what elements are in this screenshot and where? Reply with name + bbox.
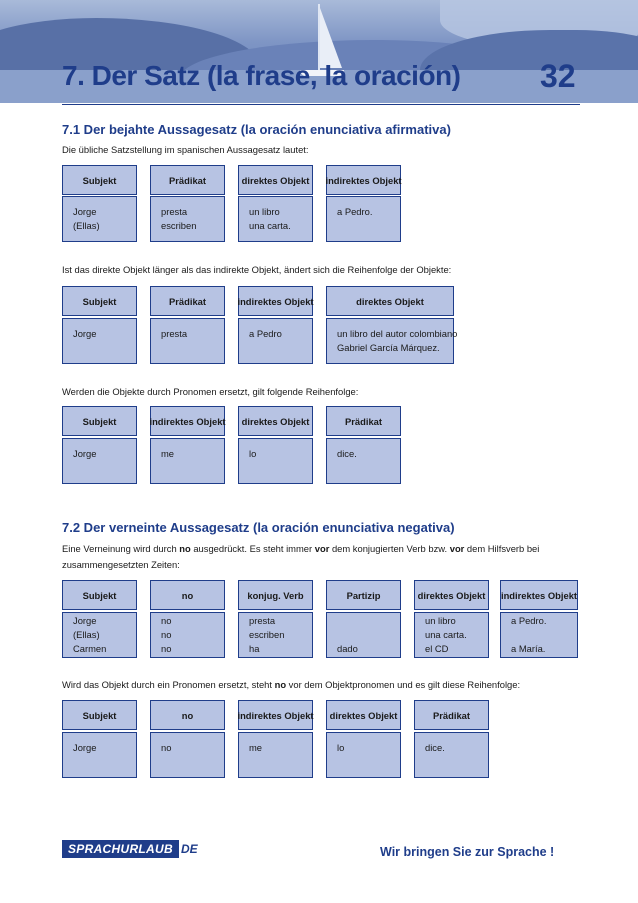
logo-main-text: SPRACHURLAUB [62, 840, 179, 858]
page-number: 32 [540, 58, 576, 94]
section-title-7-1: 7.1 Der bejahte Aussagesatz (la oración enunciativa afirmativa) [62, 122, 451, 137]
table-cell: no no no [150, 612, 225, 658]
sailboat-sail [320, 8, 342, 68]
section1-intro: Die übliche Satzstellung im spanischen Aussagesatz lautet: [62, 144, 309, 155]
table-cell: a Pedro. [326, 196, 401, 242]
table-header-cell: Subjekt [62, 286, 137, 316]
table-cell: Jorge (Ellas) Carmen [62, 612, 137, 658]
section-title-7-2: 7.2 Der verneinte Aussagesatz (la oración enunciativa negativa) [62, 520, 455, 535]
table-header-cell: Prädikat [150, 165, 225, 195]
table-cell: a Pedro [238, 318, 313, 364]
table-header-cell: direktes Objekt [326, 286, 454, 316]
table-cell: un libro del autor colombiano Gabriel García Márquez. [326, 318, 454, 364]
table-header-cell: Partizip [326, 580, 401, 610]
logo-suffix-text: DE [180, 842, 198, 856]
table-cell: un libro una carta. [238, 196, 313, 242]
table-header-cell: Subjekt [62, 700, 137, 730]
section2-intro-line2: zusammengesetzten Zeiten: [62, 559, 180, 570]
table-header-cell: no [150, 700, 225, 730]
table-header-cell: direktes Objekt [326, 700, 401, 730]
footer-slogan: Wir bringen Sie zur Sprache ! [380, 845, 555, 859]
table-header-cell: indirektes Objekt [238, 286, 313, 316]
section1-text2: Ist das direkte Objekt länger als das indirekte Objekt, ändert sich die Reihenfolge der Objekte: [62, 264, 452, 275]
sprachurlaub-logo [62, 840, 198, 858]
section2-text5: Wird das Objekt durch ein Pronomen ersetzt, steht no vor dem Objektpronomen und es gilt diese Reihenfolge: [62, 679, 521, 690]
table-cell: Jorge [62, 438, 137, 484]
table-cell: me [238, 732, 313, 778]
table-cell: Jorge (Ellas) [62, 196, 137, 242]
table-cell: dice. [326, 438, 401, 484]
table-cell: lo [326, 732, 401, 778]
table-cell: un libro una carta. el CD [414, 612, 489, 658]
table-header-cell: Prädikat [414, 700, 489, 730]
table-cell: dice. [414, 732, 489, 778]
table-header-cell: indirektes Objekt [500, 580, 578, 610]
header-divider [62, 104, 580, 105]
section1-text3: Werden die Objekte durch Pronomen ersetzt, gilt folgende Reihenfolge: [62, 386, 359, 397]
table-cell: dado [326, 612, 401, 658]
table-header-cell: Prädikat [326, 406, 401, 436]
page-title: 7. Der Satz (la frase, la oración) [62, 60, 461, 91]
table-cell: presta [150, 318, 225, 364]
table-header-cell: indirektes Objekt [150, 406, 225, 436]
table-header-cell: direktes Objekt [414, 580, 489, 610]
table-cell: Jorge [62, 318, 137, 364]
table-cell: presta escriben ha [238, 612, 313, 658]
table-header-cell: konjug. Verb [238, 580, 313, 610]
table-header-cell: Subjekt [62, 406, 137, 436]
table-cell: presta escriben [150, 196, 225, 242]
section2-intro-line1: Eine Verneinung wird durch no ausgedrückt. Es steht immer vor dem konjugierten Verb bzw. vor dem Hilfsverb bei [62, 543, 540, 554]
table-cell: me [150, 438, 225, 484]
header-photo-banner [0, 0, 638, 103]
table-cell: lo [238, 438, 313, 484]
table-cell: Jorge [62, 732, 137, 778]
table-header-cell: indirektes Objekt [326, 165, 401, 195]
table-cell: no [150, 732, 225, 778]
table-header-cell: Prädikat [150, 286, 225, 316]
table-cell: a Pedro. a María. [500, 612, 578, 658]
table-header-cell: Subjekt [62, 165, 137, 195]
table-header-cell: direktes Objekt [238, 406, 313, 436]
table-header-cell: Subjekt [62, 580, 137, 610]
table-header-cell: no [150, 580, 225, 610]
table-header-cell: indirektes Objekt [238, 700, 313, 730]
table-header-cell: direktes Objekt [238, 165, 313, 195]
